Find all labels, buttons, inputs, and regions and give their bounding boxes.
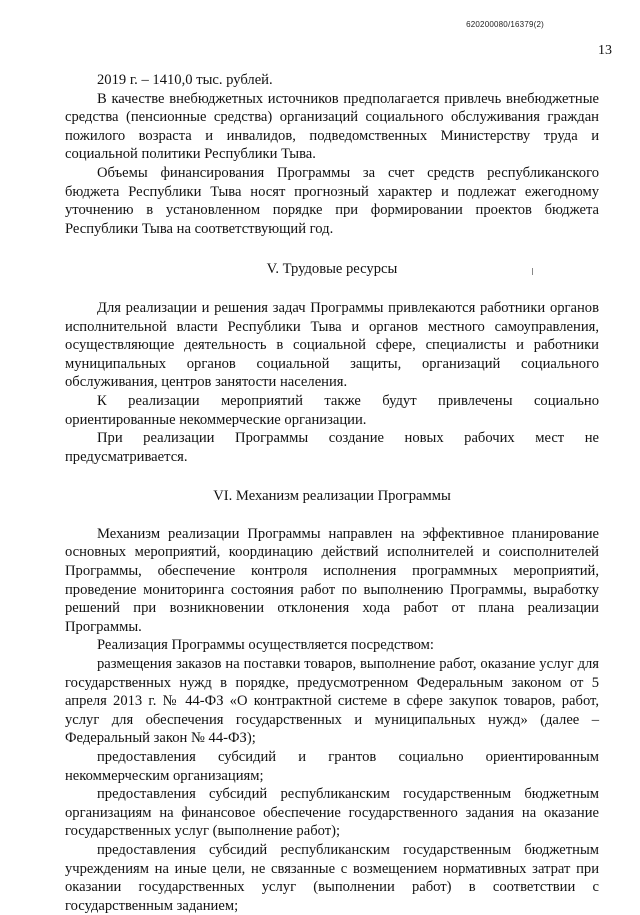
- section-heading-implementation-mechanism: VI. Механизм реализации Программы: [213, 488, 451, 505]
- paragraph: размещения заказов на поставки товаров, выполнение работ, оказание услуг для государственных нужд в порядке, предусмотренном Федеральным законом от 5 апреля 2013 г. № 44-ФЗ «О контрактной системе в сфере закупок товаров, работ, услуг для обеспечения государственных и муниципальных нужд» (далее – Федеральный закон № 44-ФЗ);: [65, 656, 599, 747]
- paragraph: При реализации Программы создание новых рабочих мест не предусматривается.: [65, 430, 599, 465]
- document-code: 620200080/16379(2): [466, 20, 544, 29]
- paragraph: В качестве внебюджетных источников предполагается привлечь внебюджетные средства (пенсионные средства) организаций социального обслуживания граждан пожилого возраста и инвалидов, подведомственных Министерству труда и социальной политики Республики Тыва.: [65, 90, 599, 163]
- section-heading-labor-resources: V. Трудовые ресурсы: [266, 261, 398, 278]
- paragraph: предоставления субсидий республиканским государственным бюджетным организациям на финансовое обеспечение государственного задания на оказание государственных услуг (выполнение работ);: [65, 786, 599, 840]
- paragraph: К реализации мероприятий также будут привлечены социально ориентированные некоммерческие организации.: [65, 392, 599, 428]
- paragraph: 2019 г. – 1410,0 тыс. рублей.: [97, 72, 273, 88]
- paragraph: Реализация Программы осуществляется посредством:: [97, 637, 434, 654]
- paragraph: предоставления субсидий республиканским государственным бюджетным учреждениям на иные цели, не связанные с возмещением нормативных затрат при оказании государственных услуг (выполнении работ) в соответствии с государственным заданием;: [65, 841, 599, 914]
- paragraph: Объемы финансирования Программы за счет средств республиканского бюджета Республики Тыва носят прогнозный характер и подлежат ежегодному уточнению в установленном порядке при формировании проектов бюджета Республики Тыва на соответствующий год.: [65, 164, 599, 237]
- paragraph: Для реализации и решения задач Программы привлекаются работники органов исполнительной власти Республики Тыва и органов местного самоуправления, осуществляющие деятельность в социальной сфере, специалисты и работники муниципальных органов социальной защиты, организаций социального обслуживания, центров занятости населения.: [65, 299, 599, 391]
- paragraph: предоставления субсидий и грантов социально ориентированным некоммерческим организациям;: [65, 749, 599, 784]
- document-body: [65, 71, 599, 915]
- paragraph: Механизм реализации Программы направлен на эффективное планирование основных мероприятий, координацию действий исполнителей и соисполнителей Программы, обеспечение контроля исполнения программных мероприятий, проведение мониторинга состояния работ по выполнению Программы, выработку решений при возникновении отклонения хода работ от плана реализации Программы.: [65, 525, 599, 635]
- page-number: 13: [598, 43, 612, 58]
